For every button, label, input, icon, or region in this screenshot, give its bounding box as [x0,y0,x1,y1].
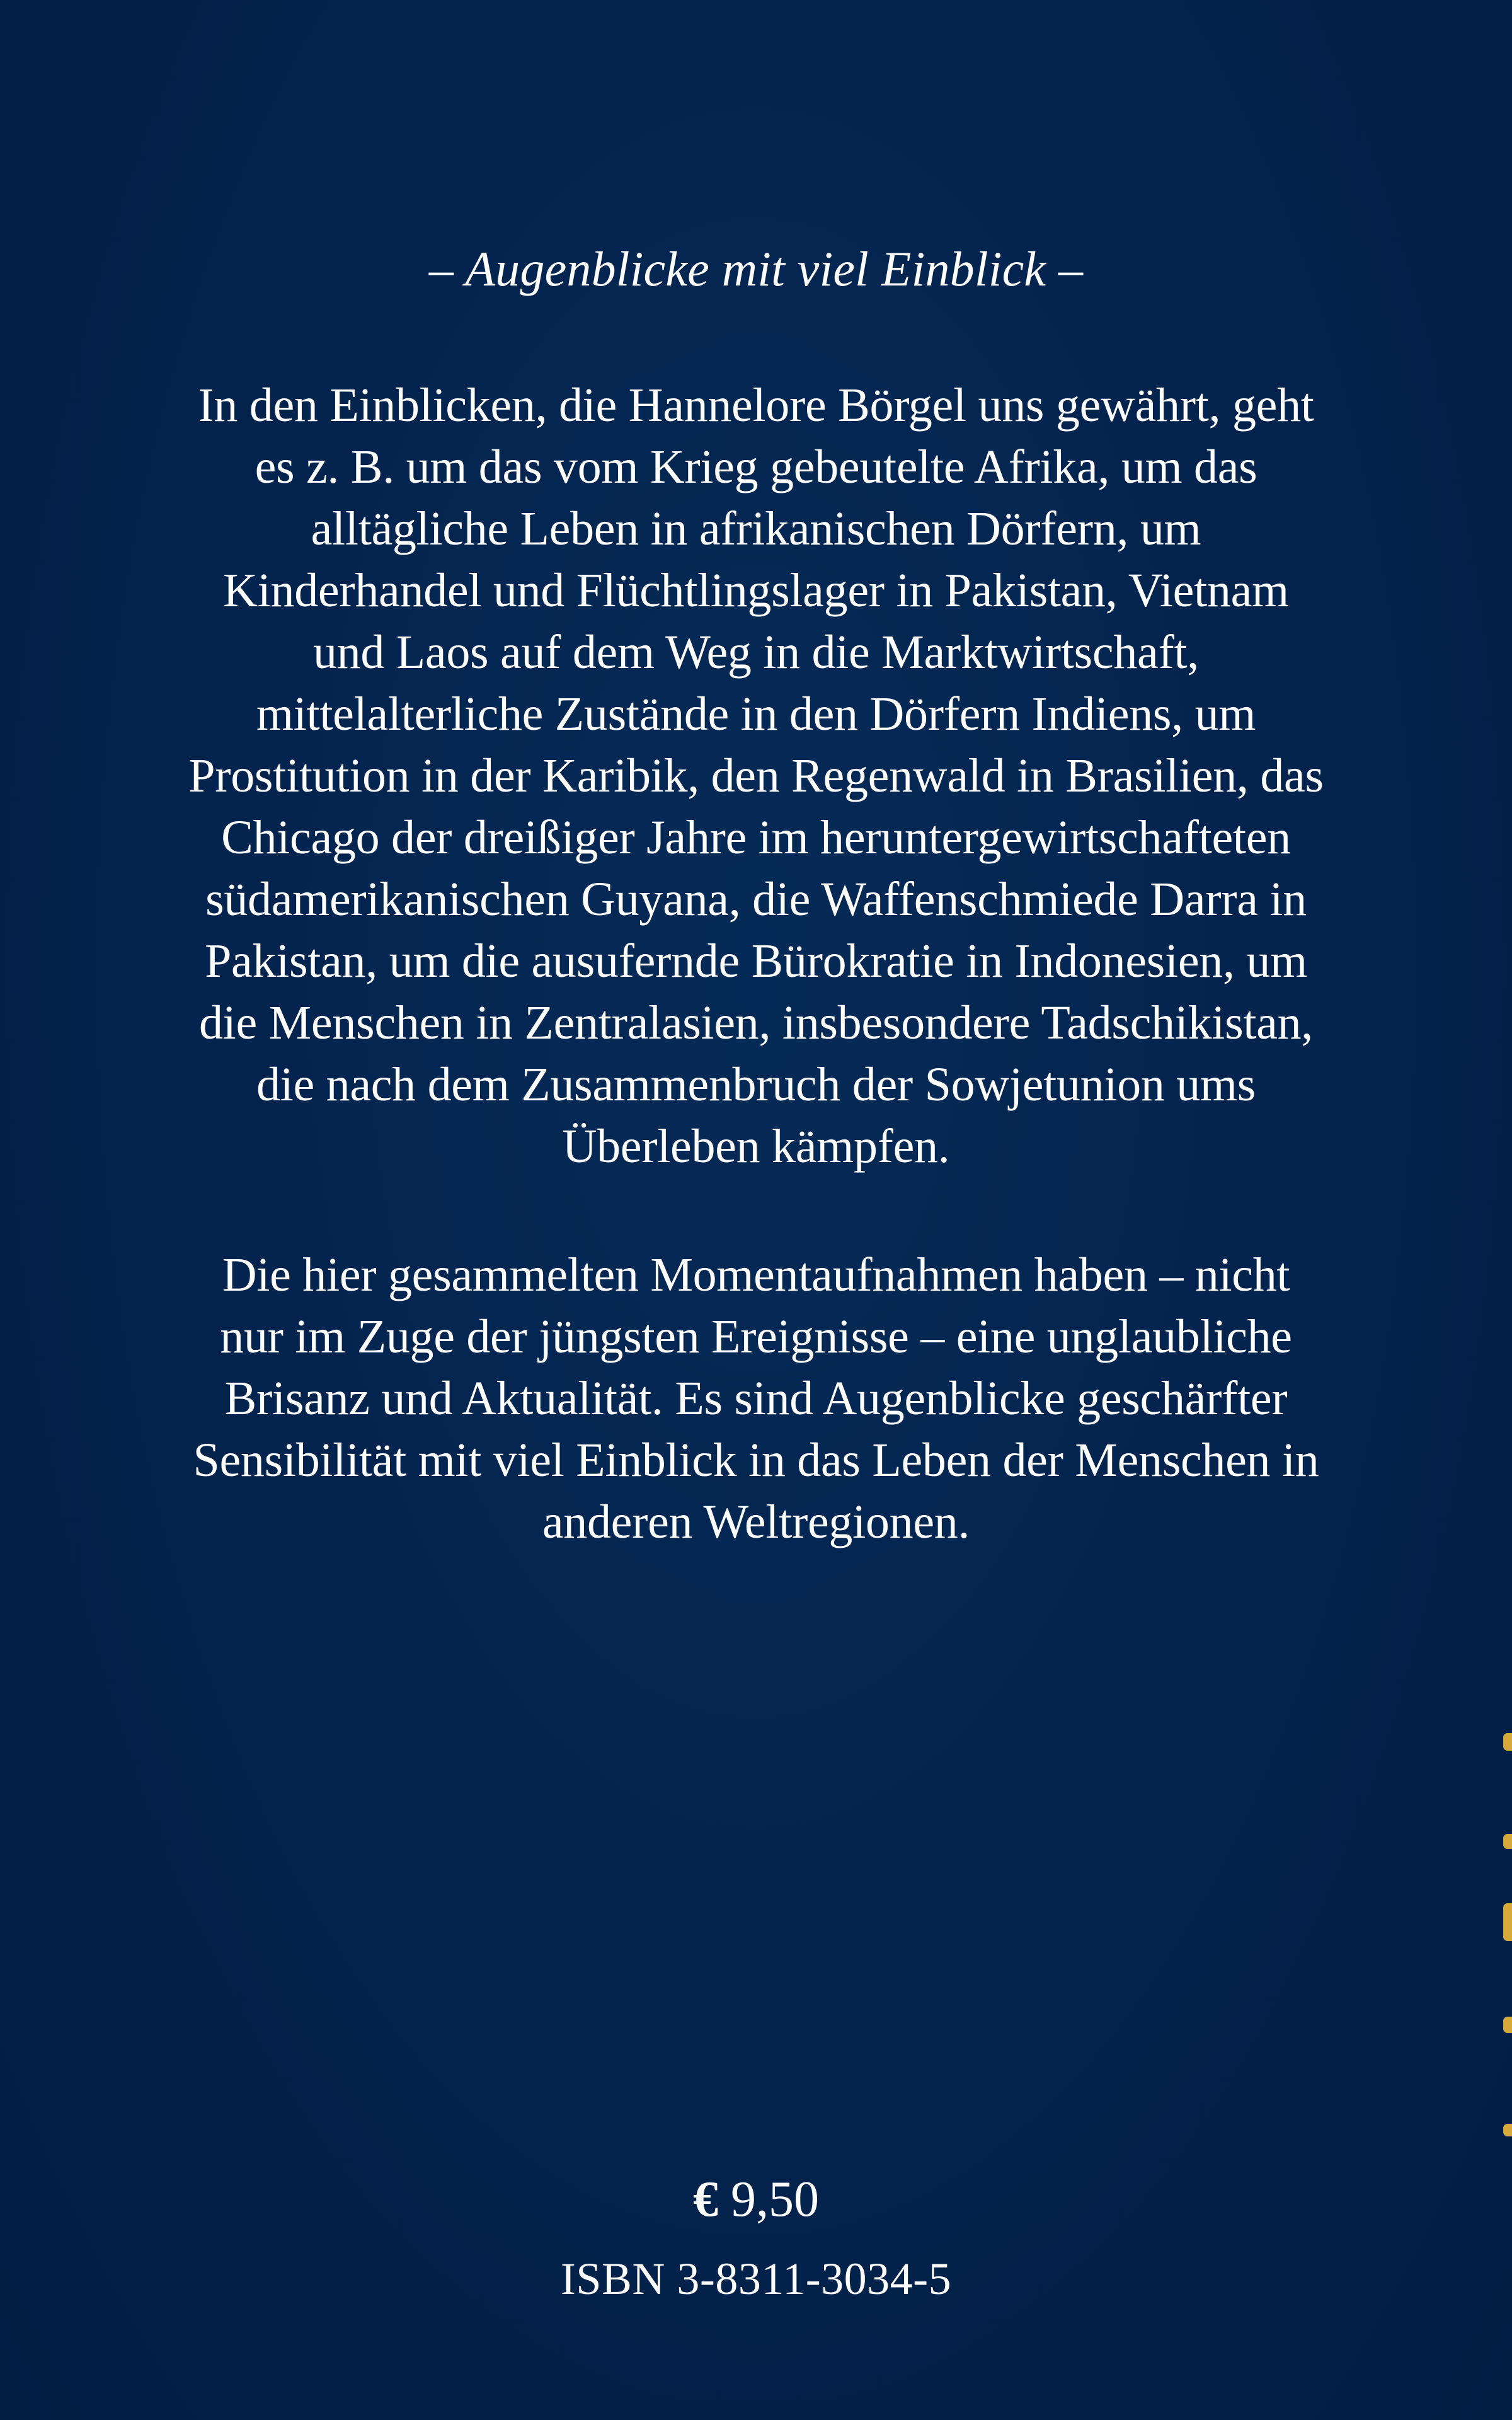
paragraph-line: Brisanz und Aktualität. Es sind Augenblicke geschärfter [224,1372,1288,1425]
paragraph-line: Pakistan, um die ausufernde Bürokratie in Indonesien, um [205,935,1307,988]
paragraph-line: mittelalterliche Zustände in den Dörfern Indiens, um [256,688,1256,740]
paragraph-line: nur im Zuge der jüngsten Ereignisse – eine unglaubliche [220,1310,1292,1363]
paragraph-line: Die hier gesammelten Momentaufnahmen haben – nicht [222,1248,1290,1301]
paragraph-line: südamerikanischen Guyana, die Waffenschmiede Darra in [205,873,1307,926]
spine-mark [1503,1733,1512,1751]
paragraph-line: und Laos auf dem Weg in die Marktwirtschaft, [312,626,1199,679]
price [0,2168,1512,2231]
description-paragraph-1 [151,374,1361,1177]
description-paragraph-2 [151,1244,1361,1553]
spine-mark [1503,1834,1512,1849]
paragraph-line: die nach dem Zusammenbruch der Sowjetunion ums [256,1058,1256,1111]
price-value: 9,50 [731,2172,819,2227]
cover-text-block [151,234,1361,1553]
paragraph-line: Chicago der dreißiger Jahre im heruntergewirtschafteten [221,811,1291,864]
paragraph-line: Sensibilität mit viel Einblick in das Leben der Menschen in [193,1434,1319,1487]
paragraph-line: Prostitution in der Karibik, den Regenwald in Brasilien, das [188,749,1324,802]
paragraph-line: Kinderhandel und Flüchtlingslager in Pakistan, Vietnam [223,564,1289,617]
spine-mark [1503,2017,1512,2033]
spine-mark [1503,1903,1512,1941]
paragraph-line: Überleben kämpfen. [562,1120,950,1173]
paragraph-line: anderen Weltregionen. [542,1495,970,1548]
spine-edge-marks [1493,1714,1512,2155]
isbn: ISBN 3-8311-3034-5 [560,2254,952,2304]
euro-symbol: € [693,2172,718,2227]
paragraph-line: alltägliche Leben in afrikanischen Dörfern, um [311,502,1201,555]
spine-mark [1503,2124,1512,2136]
tagline: – Augenblicke mit viel Einblick – [428,241,1084,296]
paragraph-line: In den Einblicken, die Hannelore Börgel uns gewährt, geht [198,379,1314,432]
paragraph-line: die Menschen in Zentralasien, insbesondere Tadschikistan, [198,996,1313,1049]
paragraph-line: es z. B. um das vom Krieg gebeutelte Afrika, um das [255,441,1257,493]
